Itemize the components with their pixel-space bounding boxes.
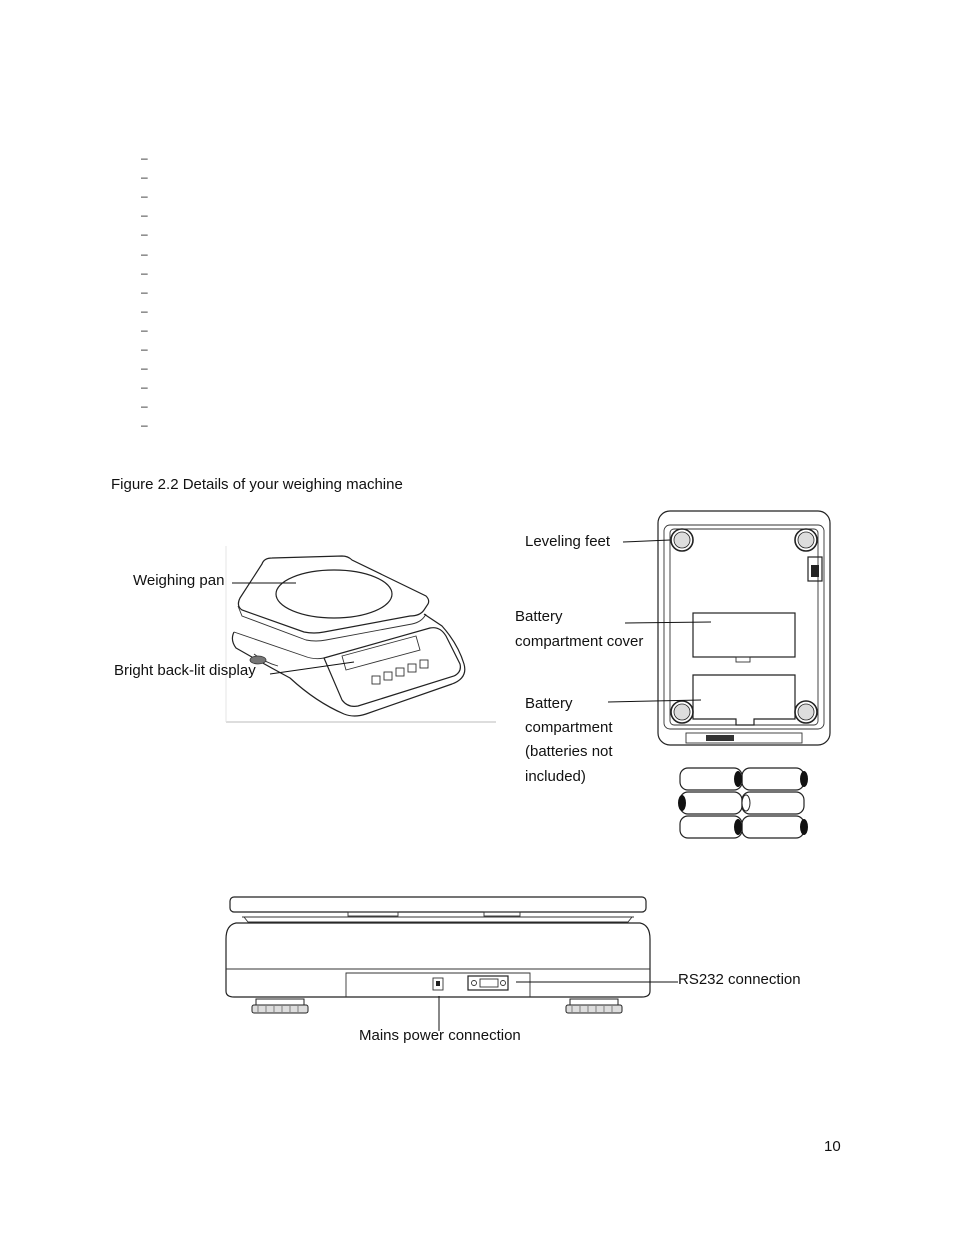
label-battery-cover-line1: Battery <box>515 608 563 625</box>
label-battery-compartment-line3: (batteries not <box>525 743 613 760</box>
list-dash: – <box>141 265 148 280</box>
page-number: 10 <box>824 1138 841 1155</box>
list-dash: – <box>141 418 148 433</box>
list-dash: – <box>141 399 148 414</box>
label-rs232: RS232 connection <box>678 971 801 988</box>
list-dash: – <box>141 303 148 318</box>
list-dash: – <box>141 170 148 185</box>
label-leveling-feet: Leveling feet <box>525 533 611 550</box>
list-dash: – <box>141 380 148 395</box>
list-dash: – <box>141 208 148 223</box>
list-dash: – <box>141 189 148 204</box>
list-dash: – <box>141 361 148 376</box>
list-dash: – <box>141 246 148 261</box>
label-mains: Mains power connection <box>359 1027 521 1044</box>
list-dash: – <box>141 342 148 356</box>
label-battery-compartment-line4: included) <box>525 768 586 785</box>
list-dash: – <box>141 322 148 337</box>
label-display: Bright back-lit display <box>114 662 256 679</box>
label-battery-compartment-line1: Battery <box>525 695 573 712</box>
label-battery-cover-line2: compartment cover <box>515 633 644 650</box>
list-dash: – <box>141 284 148 299</box>
list-dash: – <box>141 227 148 242</box>
list-dash: – <box>141 151 148 165</box>
label-weighing-pan: Weighing pan <box>133 572 225 589</box>
figure-caption: Figure 2.2 Details of your weighing machine <box>111 476 403 493</box>
label-battery-compartment-line2: compartment <box>525 719 613 736</box>
